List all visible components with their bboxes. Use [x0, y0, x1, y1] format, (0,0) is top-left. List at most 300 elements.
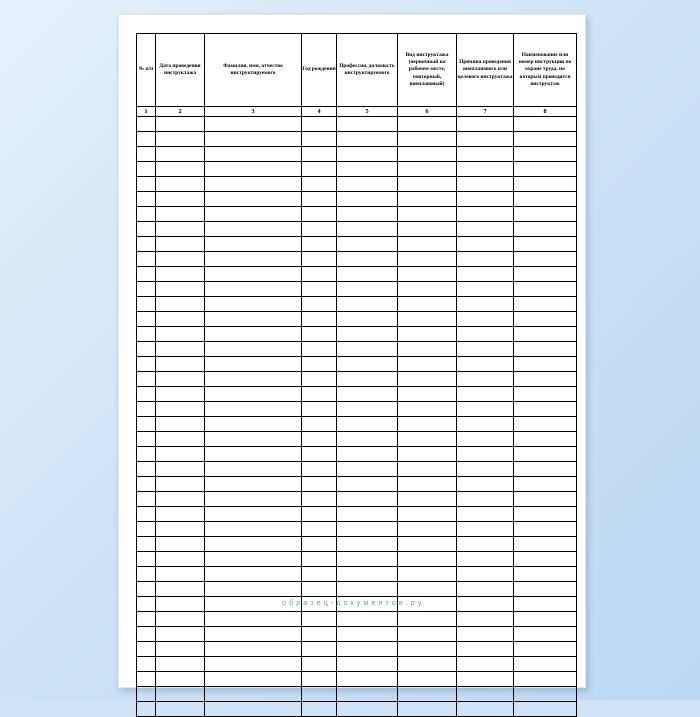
table-cell[interactable] — [398, 177, 457, 192]
table-cell[interactable] — [398, 597, 457, 612]
table-cell[interactable] — [457, 282, 514, 297]
table-cell[interactable] — [457, 447, 514, 462]
table-cell[interactable] — [457, 702, 514, 717]
table-cell[interactable] — [137, 492, 156, 507]
table-cell[interactable] — [205, 522, 302, 537]
table-cell[interactable] — [457, 237, 514, 252]
table-cell[interactable] — [205, 642, 302, 657]
table-cell[interactable] — [302, 672, 337, 687]
table-cell[interactable] — [205, 132, 302, 147]
table-cell[interactable] — [156, 477, 205, 492]
table-cell[interactable] — [514, 567, 577, 582]
table-cell[interactable] — [205, 597, 302, 612]
table-cell[interactable] — [137, 687, 156, 702]
table-cell[interactable] — [457, 222, 514, 237]
table-cell[interactable] — [514, 402, 577, 417]
table-cell[interactable] — [156, 402, 205, 417]
table-cell[interactable] — [137, 117, 156, 132]
table-cell[interactable] — [302, 537, 337, 552]
table-cell[interactable] — [398, 507, 457, 522]
table-cell[interactable] — [137, 417, 156, 432]
table-cell[interactable] — [337, 702, 398, 717]
table-cell[interactable] — [398, 702, 457, 717]
table-cell[interactable] — [337, 597, 398, 612]
table-cell[interactable] — [302, 267, 337, 282]
table-cell[interactable] — [156, 567, 205, 582]
table-cell[interactable] — [398, 342, 457, 357]
table-cell[interactable] — [337, 552, 398, 567]
table-cell[interactable] — [514, 192, 577, 207]
table-cell[interactable] — [337, 657, 398, 672]
table-cell[interactable] — [514, 297, 577, 312]
table-cell[interactable] — [337, 447, 398, 462]
table-cell[interactable] — [137, 597, 156, 612]
table-cell[interactable] — [302, 237, 337, 252]
table-cell[interactable] — [514, 327, 577, 342]
table-cell[interactable] — [156, 507, 205, 522]
table-cell[interactable] — [302, 342, 337, 357]
table-cell[interactable] — [156, 417, 205, 432]
table-cell[interactable] — [137, 372, 156, 387]
table-cell[interactable] — [137, 177, 156, 192]
table-cell[interactable] — [156, 117, 205, 132]
table-cell[interactable] — [156, 147, 205, 162]
table-cell[interactable] — [205, 582, 302, 597]
table-cell[interactable] — [337, 162, 398, 177]
table-cell[interactable] — [398, 372, 457, 387]
table-cell[interactable] — [137, 132, 156, 147]
table-cell[interactable] — [205, 387, 302, 402]
table-cell[interactable] — [137, 147, 156, 162]
table-cell[interactable] — [137, 657, 156, 672]
table-cell[interactable] — [398, 267, 457, 282]
table-cell[interactable] — [156, 372, 205, 387]
table-cell[interactable] — [156, 342, 205, 357]
table-cell[interactable] — [457, 672, 514, 687]
table-cell[interactable] — [398, 402, 457, 417]
table-cell[interactable] — [137, 222, 156, 237]
table-cell[interactable] — [457, 687, 514, 702]
table-cell[interactable] — [137, 627, 156, 642]
table-cell[interactable] — [398, 627, 457, 642]
table-cell[interactable] — [137, 522, 156, 537]
table-cell[interactable] — [137, 312, 156, 327]
table-cell[interactable] — [156, 252, 205, 267]
table-cell[interactable] — [457, 357, 514, 372]
table-cell[interactable] — [337, 177, 398, 192]
table-cell[interactable] — [205, 282, 302, 297]
table-cell[interactable] — [514, 597, 577, 612]
table-cell[interactable] — [398, 492, 457, 507]
table-cell[interactable] — [205, 507, 302, 522]
table-cell[interactable] — [137, 612, 156, 627]
table-cell[interactable] — [302, 192, 337, 207]
table-cell[interactable] — [398, 672, 457, 687]
table-cell[interactable] — [457, 417, 514, 432]
table-cell[interactable] — [514, 642, 577, 657]
table-cell[interactable] — [137, 267, 156, 282]
table-cell[interactable] — [457, 297, 514, 312]
table-cell[interactable] — [398, 132, 457, 147]
table-cell[interactable] — [457, 252, 514, 267]
table-cell[interactable] — [137, 237, 156, 252]
table-cell[interactable] — [514, 432, 577, 447]
table-cell[interactable] — [156, 447, 205, 462]
table-cell[interactable] — [205, 222, 302, 237]
table-cell[interactable] — [457, 267, 514, 282]
table-cell[interactable] — [205, 372, 302, 387]
table-cell[interactable] — [302, 567, 337, 582]
table-cell[interactable] — [302, 297, 337, 312]
table-cell[interactable] — [205, 687, 302, 702]
table-cell[interactable] — [398, 522, 457, 537]
table-cell[interactable] — [398, 237, 457, 252]
table-cell[interactable] — [302, 357, 337, 372]
table-cell[interactable] — [137, 702, 156, 717]
table-cell[interactable] — [457, 312, 514, 327]
table-cell[interactable] — [205, 657, 302, 672]
table-cell[interactable] — [514, 507, 577, 522]
table-cell[interactable] — [337, 642, 398, 657]
table-cell[interactable] — [514, 357, 577, 372]
table-cell[interactable] — [514, 282, 577, 297]
table-cell[interactable] — [337, 147, 398, 162]
table-cell[interactable] — [205, 462, 302, 477]
table-cell[interactable] — [302, 687, 337, 702]
table-cell[interactable] — [302, 252, 337, 267]
table-cell[interactable] — [457, 327, 514, 342]
table-cell[interactable] — [156, 642, 205, 657]
table-cell[interactable] — [302, 207, 337, 222]
table-cell[interactable] — [156, 207, 205, 222]
table-cell[interactable] — [205, 552, 302, 567]
table-cell[interactable] — [302, 492, 337, 507]
table-cell[interactable] — [337, 582, 398, 597]
table-cell[interactable] — [156, 132, 205, 147]
table-cell[interactable] — [398, 207, 457, 222]
table-cell[interactable] — [457, 117, 514, 132]
table-cell[interactable] — [514, 207, 577, 222]
table-cell[interactable] — [398, 657, 457, 672]
table-cell[interactable] — [205, 177, 302, 192]
table-cell[interactable] — [156, 672, 205, 687]
table-cell[interactable] — [457, 402, 514, 417]
table-cell[interactable] — [514, 552, 577, 567]
table-cell[interactable] — [398, 687, 457, 702]
table-cell[interactable] — [205, 147, 302, 162]
table-cell[interactable] — [337, 477, 398, 492]
table-cell[interactable] — [514, 462, 577, 477]
table-cell[interactable] — [156, 387, 205, 402]
table-cell[interactable] — [156, 312, 205, 327]
table-cell[interactable] — [398, 387, 457, 402]
table-cell[interactable] — [398, 252, 457, 267]
table-cell[interactable] — [398, 147, 457, 162]
table-cell[interactable] — [156, 702, 205, 717]
table-cell[interactable] — [337, 222, 398, 237]
table-cell[interactable] — [337, 402, 398, 417]
table-cell[interactable] — [302, 507, 337, 522]
table-cell[interactable] — [514, 147, 577, 162]
table-cell[interactable] — [156, 432, 205, 447]
table-cell[interactable] — [137, 387, 156, 402]
table-cell[interactable] — [337, 567, 398, 582]
table-cell[interactable] — [337, 342, 398, 357]
table-cell[interactable] — [514, 672, 577, 687]
table-cell[interactable] — [137, 567, 156, 582]
table-cell[interactable] — [156, 537, 205, 552]
table-cell[interactable] — [205, 357, 302, 372]
table-cell[interactable] — [514, 657, 577, 672]
table-cell[interactable] — [302, 597, 337, 612]
table-cell[interactable] — [302, 162, 337, 177]
table-cell[interactable] — [156, 582, 205, 597]
table-cell[interactable] — [137, 282, 156, 297]
table-cell[interactable] — [156, 462, 205, 477]
table-cell[interactable] — [205, 447, 302, 462]
table-cell[interactable] — [302, 477, 337, 492]
table-cell[interactable] — [337, 267, 398, 282]
table-cell[interactable] — [457, 462, 514, 477]
table-cell[interactable] — [205, 267, 302, 282]
table-cell[interactable] — [302, 657, 337, 672]
table-cell[interactable] — [156, 237, 205, 252]
table-cell[interactable] — [398, 312, 457, 327]
table-cell[interactable] — [156, 357, 205, 372]
table-cell[interactable] — [302, 327, 337, 342]
table-cell[interactable] — [514, 447, 577, 462]
table-cell[interactable] — [514, 372, 577, 387]
table-cell[interactable] — [302, 627, 337, 642]
table-cell[interactable] — [398, 327, 457, 342]
table-cell[interactable] — [137, 552, 156, 567]
table-cell[interactable] — [514, 627, 577, 642]
table-cell[interactable] — [302, 312, 337, 327]
table-cell[interactable] — [205, 567, 302, 582]
table-cell[interactable] — [302, 612, 337, 627]
table-cell[interactable] — [398, 357, 457, 372]
table-cell[interactable] — [337, 522, 398, 537]
table-cell[interactable] — [156, 297, 205, 312]
table-cell[interactable] — [457, 642, 514, 657]
table-cell[interactable] — [302, 117, 337, 132]
table-cell[interactable] — [205, 207, 302, 222]
table-cell[interactable] — [514, 132, 577, 147]
table-cell[interactable] — [302, 417, 337, 432]
table-cell[interactable] — [457, 627, 514, 642]
table-cell[interactable] — [398, 282, 457, 297]
table-cell[interactable] — [514, 117, 577, 132]
table-cell[interactable] — [457, 177, 514, 192]
table-cell[interactable] — [457, 507, 514, 522]
table-cell[interactable] — [514, 492, 577, 507]
table-cell[interactable] — [205, 192, 302, 207]
table-cell[interactable] — [137, 192, 156, 207]
table-cell[interactable] — [337, 372, 398, 387]
table-cell[interactable] — [302, 642, 337, 657]
table-cell[interactable] — [156, 282, 205, 297]
table-cell[interactable] — [514, 417, 577, 432]
table-cell[interactable] — [337, 687, 398, 702]
table-cell[interactable] — [137, 642, 156, 657]
table-cell[interactable] — [337, 432, 398, 447]
table-cell[interactable] — [205, 537, 302, 552]
table-cell[interactable] — [457, 432, 514, 447]
table-cell[interactable] — [137, 357, 156, 372]
table-cell[interactable] — [137, 162, 156, 177]
table-cell[interactable] — [205, 237, 302, 252]
table-cell[interactable] — [514, 252, 577, 267]
table-cell[interactable] — [205, 402, 302, 417]
table-cell[interactable] — [398, 567, 457, 582]
table-cell[interactable] — [457, 567, 514, 582]
table-cell[interactable] — [514, 477, 577, 492]
table-cell[interactable] — [205, 312, 302, 327]
table-cell[interactable] — [398, 477, 457, 492]
table-cell[interactable] — [137, 477, 156, 492]
table-cell[interactable] — [398, 417, 457, 432]
table-cell[interactable] — [205, 702, 302, 717]
table-cell[interactable] — [156, 192, 205, 207]
table-cell[interactable] — [398, 117, 457, 132]
table-cell[interactable] — [302, 462, 337, 477]
table-cell[interactable] — [457, 372, 514, 387]
table-cell[interactable] — [398, 192, 457, 207]
table-cell[interactable] — [337, 297, 398, 312]
table-cell[interactable] — [337, 132, 398, 147]
table-cell[interactable] — [337, 117, 398, 132]
table-cell[interactable] — [398, 642, 457, 657]
table-cell[interactable] — [205, 117, 302, 132]
table-cell[interactable] — [302, 447, 337, 462]
table-cell[interactable] — [302, 702, 337, 717]
table-cell[interactable] — [457, 657, 514, 672]
table-cell[interactable] — [302, 552, 337, 567]
table-cell[interactable] — [514, 162, 577, 177]
table-cell[interactable] — [137, 447, 156, 462]
table-cell[interactable] — [514, 702, 577, 717]
table-cell[interactable] — [205, 252, 302, 267]
table-cell[interactable] — [137, 537, 156, 552]
table-cell[interactable] — [514, 312, 577, 327]
table-cell[interactable] — [337, 537, 398, 552]
table-cell[interactable] — [302, 582, 337, 597]
table-cell[interactable] — [156, 597, 205, 612]
table-cell[interactable] — [398, 462, 457, 477]
table-cell[interactable] — [137, 207, 156, 222]
table-cell[interactable] — [514, 612, 577, 627]
table-cell[interactable] — [337, 672, 398, 687]
table-cell[interactable] — [337, 252, 398, 267]
table-cell[interactable] — [457, 387, 514, 402]
table-cell[interactable] — [205, 297, 302, 312]
table-cell[interactable] — [514, 387, 577, 402]
table-cell[interactable] — [514, 177, 577, 192]
table-cell[interactable] — [137, 342, 156, 357]
table-cell[interactable] — [457, 612, 514, 627]
table-cell[interactable] — [156, 267, 205, 282]
table-cell[interactable] — [514, 267, 577, 282]
table-cell[interactable] — [156, 177, 205, 192]
table-cell[interactable] — [398, 537, 457, 552]
table-cell[interactable] — [337, 192, 398, 207]
table-cell[interactable] — [457, 342, 514, 357]
table-cell[interactable] — [137, 252, 156, 267]
table-cell[interactable] — [156, 327, 205, 342]
table-cell[interactable] — [337, 237, 398, 252]
table-cell[interactable] — [302, 132, 337, 147]
table-cell[interactable] — [514, 237, 577, 252]
table-cell[interactable] — [337, 612, 398, 627]
table-cell[interactable] — [302, 147, 337, 162]
table-cell[interactable] — [156, 522, 205, 537]
table-cell[interactable] — [302, 372, 337, 387]
table-cell[interactable] — [156, 687, 205, 702]
table-cell[interactable] — [337, 357, 398, 372]
table-cell[interactable] — [156, 162, 205, 177]
table-cell[interactable] — [457, 537, 514, 552]
table-cell[interactable] — [337, 282, 398, 297]
table-cell[interactable] — [337, 462, 398, 477]
table-cell[interactable] — [302, 222, 337, 237]
table-cell[interactable] — [302, 522, 337, 537]
table-cell[interactable] — [457, 552, 514, 567]
table-cell[interactable] — [205, 492, 302, 507]
table-cell[interactable] — [398, 222, 457, 237]
table-cell[interactable] — [514, 687, 577, 702]
table-cell[interactable] — [457, 597, 514, 612]
table-cell[interactable] — [137, 327, 156, 342]
table-cell[interactable] — [457, 192, 514, 207]
table-cell[interactable] — [398, 162, 457, 177]
table-cell[interactable] — [137, 432, 156, 447]
table-cell[interactable] — [205, 627, 302, 642]
table-cell[interactable] — [302, 402, 337, 417]
table-cell[interactable] — [398, 612, 457, 627]
table-cell[interactable] — [302, 387, 337, 402]
table-cell[interactable] — [337, 507, 398, 522]
table-cell[interactable] — [137, 672, 156, 687]
table-cell[interactable] — [514, 342, 577, 357]
table-cell[interactable] — [457, 582, 514, 597]
table-cell[interactable] — [137, 507, 156, 522]
table-cell[interactable] — [457, 132, 514, 147]
table-cell[interactable] — [337, 492, 398, 507]
table-cell[interactable] — [398, 297, 457, 312]
table-cell[interactable] — [457, 522, 514, 537]
table-cell[interactable] — [514, 222, 577, 237]
table-cell[interactable] — [156, 612, 205, 627]
table-cell[interactable] — [156, 222, 205, 237]
table-cell[interactable] — [302, 177, 337, 192]
table-cell[interactable] — [302, 432, 337, 447]
table-cell[interactable] — [205, 327, 302, 342]
table-cell[interactable] — [156, 552, 205, 567]
table-cell[interactable] — [137, 582, 156, 597]
table-cell[interactable] — [137, 402, 156, 417]
table-cell[interactable] — [398, 432, 457, 447]
table-cell[interactable] — [398, 582, 457, 597]
table-cell[interactable] — [205, 162, 302, 177]
table-cell[interactable] — [457, 207, 514, 222]
table-cell[interactable] — [205, 612, 302, 627]
table-cell[interactable] — [205, 342, 302, 357]
table-cell[interactable] — [457, 162, 514, 177]
table-cell[interactable] — [398, 447, 457, 462]
table-cell[interactable] — [398, 552, 457, 567]
table-cell[interactable] — [457, 477, 514, 492]
table-cell[interactable] — [514, 537, 577, 552]
